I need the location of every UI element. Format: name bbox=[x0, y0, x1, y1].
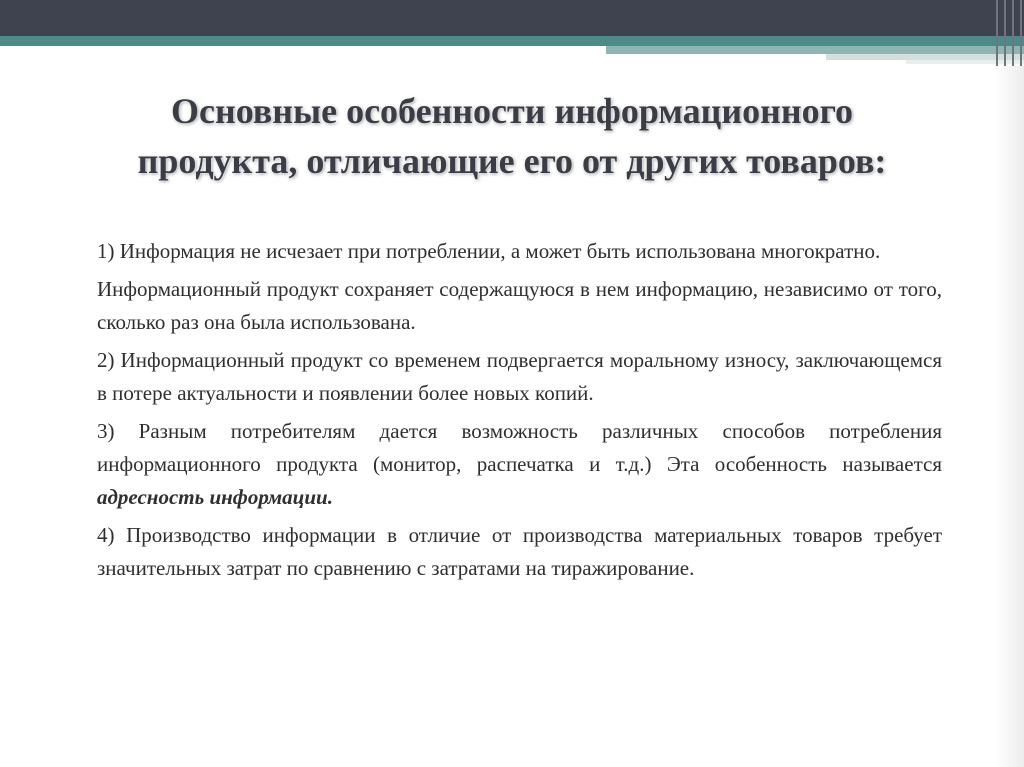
header-vertical-line bbox=[1012, 0, 1014, 66]
slide-edge-shadow bbox=[994, 66, 1024, 767]
slide-title: Основные особенности информационного продукта, отличающие его от других товаров: bbox=[137, 91, 887, 181]
paragraph-3: 2) Информационный продукт со временем подвергается моральному износу, заключающемся в потере актуальности и появлении более новых копий. bbox=[97, 348, 942, 405]
paragraph-4-emphasis: адресность информации. bbox=[97, 485, 333, 509]
paragraph-2: Информационный продукт сохраняет содержащуюся в нем информацию, независимо от того, сколько раз она была использована. bbox=[97, 277, 942, 334]
header-band-light bbox=[906, 60, 1024, 64]
paragraph-4 bbox=[97, 415, 942, 514]
header-band-light-teal bbox=[606, 46, 1024, 54]
header-vertical-line bbox=[1020, 0, 1022, 66]
paragraph-5: 4) Производство информации в отличие от производства материальных товаров требует значительных затрат по сравнению с затратами на тиражирование. bbox=[97, 523, 942, 580]
header-band-dark bbox=[0, 0, 1024, 36]
slide-body bbox=[97, 235, 942, 590]
paragraph-4-text: 3) Разным потребителям дается возможность различных способов потребления информационного продукта (монитор, распечатка и т.д.) Эта особенность называется bbox=[97, 419, 942, 476]
paragraph-1: 1) Информация не исчезает при потреблении, а может быть использована многократно. bbox=[97, 239, 881, 263]
header-vertical-line bbox=[996, 0, 998, 66]
header-band-teal bbox=[0, 36, 1024, 46]
header-vertical-line bbox=[1004, 0, 1006, 66]
